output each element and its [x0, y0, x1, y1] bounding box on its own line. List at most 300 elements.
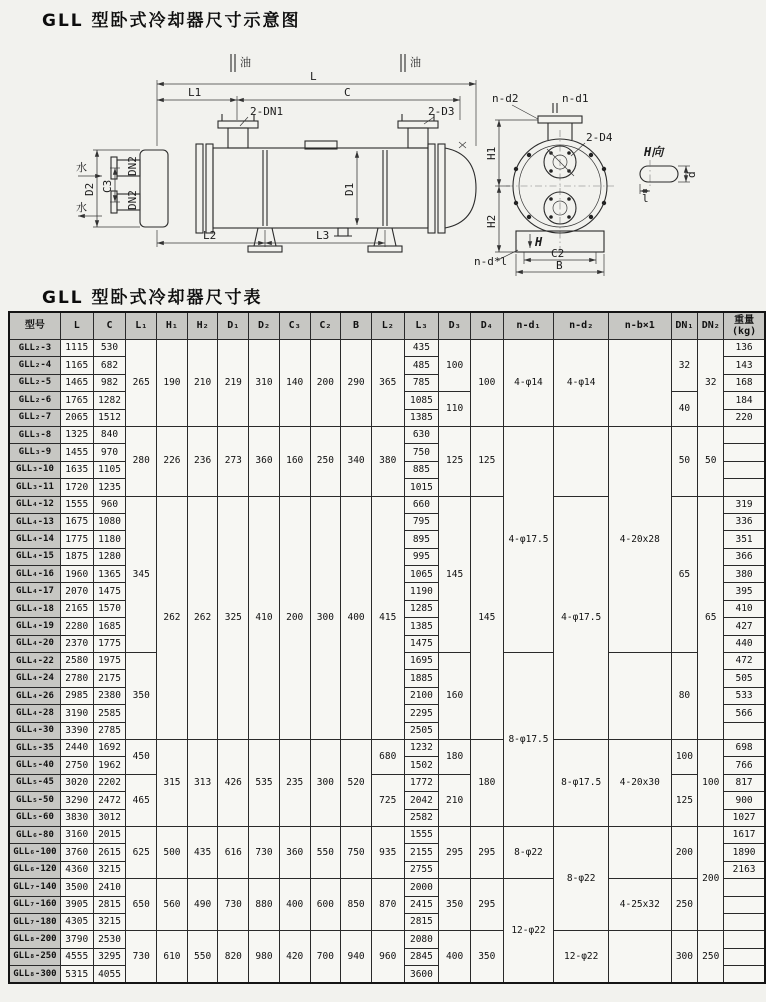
value-cell: 2100: [404, 687, 439, 704]
value-cell: 4-φ17.5: [554, 496, 609, 739]
value-cell: 2755: [404, 861, 439, 878]
callout-n-dl: n-d*l: [474, 255, 508, 268]
value-cell: 140: [279, 340, 310, 427]
value-cell: 1065: [404, 566, 439, 583]
model-cell: GLL₈-300: [9, 966, 60, 984]
value-cell: 4305: [60, 913, 93, 930]
value-cell: 1512: [93, 409, 126, 426]
column-header: H₁: [157, 312, 188, 340]
dim-D2: D2: [83, 182, 96, 196]
value-cell: 520: [341, 739, 372, 826]
value-cell: 110: [439, 392, 471, 427]
value-cell: 250: [310, 426, 341, 496]
value-cell: 325: [218, 496, 249, 739]
value-cell: 1180: [93, 531, 126, 548]
value-cell: 435: [187, 826, 218, 878]
column-header: C₂: [310, 312, 341, 340]
value-cell: 313: [187, 739, 218, 826]
value-cell: 380: [724, 566, 765, 583]
value-cell: 1015: [404, 479, 439, 496]
value-cell: 3790: [60, 931, 93, 948]
value-cell: [724, 426, 765, 443]
value-cell: 340: [341, 426, 372, 496]
dim-B: B: [556, 259, 563, 272]
value-cell: 1475: [404, 635, 439, 652]
value-cell: 820: [218, 931, 249, 984]
value-cell: 12-φ22: [554, 931, 609, 984]
model-cell: GLL₅-35: [9, 739, 60, 756]
dim-L2: L2: [203, 229, 217, 242]
model-cell: GLL₄-19: [9, 618, 60, 635]
value-cell: [609, 653, 671, 740]
value-cell: 360: [279, 826, 310, 878]
model-cell: GLL₃-9: [9, 444, 60, 461]
value-cell: 4360: [60, 861, 93, 878]
value-cell: 970: [93, 444, 126, 461]
model-cell: GLL₄-17: [9, 583, 60, 600]
value-cell: 415: [371, 496, 404, 739]
value-cell: 143: [724, 357, 765, 374]
value-cell: 465: [126, 774, 157, 826]
value-cell: 885: [404, 461, 439, 478]
value-cell: 2080: [404, 931, 439, 948]
value-cell: 795: [404, 513, 439, 530]
value-cell: 2070: [60, 583, 93, 600]
column-header: L: [60, 312, 93, 340]
value-cell: 350: [470, 931, 503, 984]
value-cell: 1720: [60, 479, 93, 496]
value-cell: 8-φ17.5: [503, 653, 554, 827]
value-cell: 262: [157, 496, 188, 739]
model-cell: GLL₃-11: [9, 479, 60, 496]
value-cell: [609, 340, 671, 427]
value-cell: 2780: [60, 670, 93, 687]
value-cell: 380: [371, 426, 404, 496]
value-cell: 3215: [93, 913, 126, 930]
value-cell: 168: [724, 374, 765, 391]
value-cell: 785: [404, 374, 439, 391]
technical-drawing: [0, 40, 766, 292]
value-cell: 1190: [404, 583, 439, 600]
model-cell: GLL₃-10: [9, 461, 60, 478]
value-cell: 2163: [724, 861, 765, 878]
value-cell: 1385: [404, 409, 439, 426]
value-cell: 4-φ14: [503, 340, 554, 427]
side-view: [76, 54, 476, 252]
value-cell: 100: [470, 340, 503, 427]
model-cell: GLL₆-100: [9, 844, 60, 861]
value-cell: 65: [671, 496, 698, 653]
value-cell: 940: [341, 931, 372, 984]
value-cell: 3600: [404, 966, 439, 984]
value-cell: 3020: [60, 774, 93, 791]
value-cell: 345: [126, 496, 157, 653]
value-cell: [724, 948, 765, 965]
value-cell: 3290: [60, 792, 93, 809]
value-cell: 895: [404, 531, 439, 548]
value-cell: 32: [671, 340, 698, 392]
value-cell: 1885: [404, 670, 439, 687]
value-cell: 960: [371, 931, 404, 984]
model-cell: GLL₄-12: [9, 496, 60, 513]
column-header: n-d₂: [554, 312, 609, 340]
value-cell: 1165: [60, 357, 93, 374]
value-cell: 1775: [93, 635, 126, 652]
value-cell: 435: [404, 340, 439, 357]
dim-l: l: [642, 192, 649, 205]
value-cell: 125: [470, 426, 503, 496]
value-cell: 1465: [60, 374, 93, 391]
value-cell: 290: [341, 340, 372, 427]
model-cell: GLL₈-250: [9, 948, 60, 965]
value-cell: 1617: [724, 826, 765, 843]
value-cell: 2410: [93, 879, 126, 896]
dim-H: H: [535, 235, 543, 249]
value-cell: 2165: [60, 600, 93, 617]
value-cell: 1975: [93, 653, 126, 670]
value-cell: 3012: [93, 809, 126, 826]
value-cell: 3215: [93, 861, 126, 878]
value-cell: 190: [157, 340, 188, 427]
value-cell: 336: [724, 513, 765, 530]
value-cell: 610: [157, 931, 188, 984]
model-cell: GLL₂-4: [9, 357, 60, 374]
model-cell: GLL₅-50: [9, 792, 60, 809]
value-cell: [724, 461, 765, 478]
value-cell: 3190: [60, 705, 93, 722]
value-cell: 960: [93, 496, 126, 513]
table-body: [9, 340, 765, 984]
value-cell: 300: [671, 931, 698, 984]
callout-2-D3: 2-D3: [428, 105, 455, 118]
value-cell: [724, 913, 765, 930]
value-cell: 4555: [60, 948, 93, 965]
value-cell: 200: [279, 496, 310, 739]
model-cell: GLL₄-14: [9, 531, 60, 548]
value-cell: 2065: [60, 409, 93, 426]
value-cell: 184: [724, 392, 765, 409]
value-cell: 351: [724, 531, 765, 548]
callout-2-DN1: 2-DN1: [250, 105, 284, 118]
dim-L: L: [310, 70, 317, 83]
value-cell: 1675: [60, 513, 93, 530]
value-cell: 2815: [404, 913, 439, 930]
value-cell: 2815: [93, 896, 126, 913]
value-cell: 4055: [93, 966, 126, 984]
value-cell: [724, 479, 765, 496]
dim-C2: C2: [551, 247, 565, 260]
value-cell: 982: [93, 374, 126, 391]
value-cell: 566: [724, 705, 765, 722]
value-cell: 3830: [60, 809, 93, 826]
value-cell: 450: [126, 739, 157, 774]
value-cell: 2000: [404, 879, 439, 896]
value-cell: 4-φ17.5: [503, 426, 554, 652]
value-cell: 560: [157, 879, 188, 931]
value-cell: 550: [310, 826, 341, 878]
value-cell: 8-φ17.5: [554, 739, 609, 826]
value-cell: 1232: [404, 739, 439, 756]
value-cell: 400: [439, 931, 471, 984]
value-cell: 698: [724, 739, 765, 756]
value-cell: [609, 826, 671, 878]
value-cell: 145: [439, 496, 471, 653]
value-cell: 1475: [93, 583, 126, 600]
value-cell: 660: [404, 496, 439, 513]
value-cell: 410: [249, 496, 280, 739]
value-cell: 682: [93, 357, 126, 374]
value-cell: 210: [439, 774, 471, 826]
value-cell: 235: [279, 739, 310, 826]
model-cell: GLL₇-180: [9, 913, 60, 930]
table-head: [9, 312, 765, 340]
diagram-title: GLL 型卧式冷却器尺寸示意图: [42, 11, 301, 31]
value-cell: 1282: [93, 392, 126, 409]
value-cell: 50: [671, 426, 698, 496]
value-cell: 1960: [60, 566, 93, 583]
value-cell: 180: [439, 739, 471, 774]
h-view-detail: [640, 145, 698, 205]
value-cell: 360: [249, 426, 280, 496]
value-cell: 880: [249, 879, 280, 931]
value-cell: 1875: [60, 548, 93, 565]
value-cell: 2280: [60, 618, 93, 635]
value-cell: 535: [249, 739, 280, 826]
water-label-bottom: 水: [76, 201, 87, 214]
value-cell: 65: [698, 496, 724, 739]
value-cell: 3160: [60, 826, 93, 843]
value-cell: 1555: [404, 826, 439, 843]
value-cell: 2750: [60, 757, 93, 774]
value-cell: [724, 879, 765, 896]
value-cell: 2472: [93, 792, 126, 809]
value-cell: 136: [724, 340, 765, 357]
model-cell: GLL₇-160: [9, 896, 60, 913]
model-cell: GLL₄-20: [9, 635, 60, 652]
dim-H1: H1: [485, 146, 498, 160]
value-cell: [724, 931, 765, 948]
value-cell: 200: [671, 826, 698, 878]
value-cell: 817: [724, 774, 765, 791]
model-cell: GLL₄-22: [9, 653, 60, 670]
value-cell: 350: [439, 879, 471, 931]
value-cell: 295: [470, 879, 503, 931]
model-cell: GLL₂-5: [9, 374, 60, 391]
value-cell: 1455: [60, 444, 93, 461]
value-cell: 2845: [404, 948, 439, 965]
value-cell: 730: [249, 826, 280, 878]
value-cell: 680: [371, 739, 404, 774]
value-cell: 300: [310, 496, 341, 739]
value-cell: 273: [218, 426, 249, 496]
value-cell: 1105: [93, 461, 126, 478]
dim-H2: H2: [485, 214, 498, 228]
model-cell: GLL₂-6: [9, 392, 60, 409]
value-cell: 2785: [93, 722, 126, 739]
value-cell: 725: [371, 774, 404, 826]
column-header: L₂: [371, 312, 404, 340]
value-cell: 2582: [404, 809, 439, 826]
value-cell: 1325: [60, 426, 93, 443]
value-cell: 1890: [724, 844, 765, 861]
value-cell: 500: [157, 826, 188, 878]
model-cell: GLL₄-28: [9, 705, 60, 722]
value-cell: [724, 722, 765, 739]
value-cell: 650: [126, 879, 157, 931]
value-cell: 80: [671, 653, 698, 740]
value-cell: 395: [724, 583, 765, 600]
value-cell: 410: [724, 600, 765, 617]
value-cell: 2370: [60, 635, 93, 652]
value-cell: 250: [698, 931, 724, 984]
value-cell: 995: [404, 548, 439, 565]
value-cell: 350: [126, 653, 157, 740]
value-cell: 530: [93, 340, 126, 357]
value-cell: 1635: [60, 461, 93, 478]
value-cell: 1692: [93, 739, 126, 756]
model-cell: GLL₄-15: [9, 548, 60, 565]
table-row: [9, 340, 765, 357]
value-cell: 319: [724, 496, 765, 513]
value-cell: 32: [698, 340, 724, 427]
value-cell: 1285: [404, 600, 439, 617]
value-cell: 2155: [404, 844, 439, 861]
value-cell: 295: [470, 826, 503, 878]
value-cell: 100: [671, 739, 698, 774]
value-cell: 485: [404, 357, 439, 374]
value-cell: 125: [671, 774, 698, 826]
model-cell: GLL₂-7: [9, 409, 60, 426]
value-cell: 210: [187, 340, 218, 427]
value-cell: 850: [341, 879, 372, 931]
value-cell: 750: [404, 444, 439, 461]
value-cell: 1555: [60, 496, 93, 513]
column-header: 型号: [9, 312, 60, 340]
value-cell: 440: [724, 635, 765, 652]
value-cell: 2175: [93, 670, 126, 687]
value-cell: 2015: [93, 826, 126, 843]
value-cell: 100: [439, 340, 471, 392]
value-cell: 3295: [93, 948, 126, 965]
value-cell: [724, 444, 765, 461]
value-cell: 4-20x28: [609, 426, 671, 652]
value-cell: 226: [157, 426, 188, 496]
value-cell: 630: [404, 426, 439, 443]
value-cell: [724, 966, 765, 984]
value-cell: 200: [698, 826, 724, 930]
column-header: L₁: [126, 312, 157, 340]
value-cell: 8-φ22: [503, 826, 554, 878]
value-cell: 1365: [93, 566, 126, 583]
value-cell: 427: [724, 618, 765, 635]
value-cell: 265: [126, 340, 157, 427]
value-cell: 280: [126, 426, 157, 496]
value-cell: 840: [93, 426, 126, 443]
value-cell: [554, 426, 609, 496]
callout-2-D4: 2-D4: [586, 131, 613, 144]
oil-outlet-marker: [401, 54, 421, 72]
column-header: DN₁: [671, 312, 698, 340]
value-cell: 295: [439, 826, 471, 878]
value-cell: 160: [439, 653, 471, 740]
value-cell: 766: [724, 757, 765, 774]
model-cell: GLL₆-120: [9, 861, 60, 878]
value-cell: 4-φ14: [554, 340, 609, 427]
value-cell: 3760: [60, 844, 93, 861]
value-cell: 180: [470, 739, 503, 826]
value-cell: 1115: [60, 340, 93, 357]
value-cell: 1235: [93, 479, 126, 496]
value-cell: 3390: [60, 722, 93, 739]
model-cell: GLL₄-16: [9, 566, 60, 583]
value-cell: 1765: [60, 392, 93, 409]
value-cell: 366: [724, 548, 765, 565]
value-cell: 4-25x32: [609, 879, 671, 931]
value-cell: 3905: [60, 896, 93, 913]
model-cell: GLL₇-140: [9, 879, 60, 896]
value-cell: 490: [187, 879, 218, 931]
dimension-table: [8, 311, 766, 984]
value-cell: 5315: [60, 966, 93, 984]
model-cell: GLL₄-24: [9, 670, 60, 687]
model-cell: GLL₄-13: [9, 513, 60, 530]
value-cell: 2585: [93, 705, 126, 722]
value-cell: 935: [371, 826, 404, 878]
value-cell: 2295: [404, 705, 439, 722]
value-cell: 310: [249, 340, 280, 427]
value-cell: [609, 931, 671, 984]
value-cell: 616: [218, 826, 249, 878]
value-cell: 1962: [93, 757, 126, 774]
value-cell: 125: [439, 426, 471, 496]
column-header: n-b×1: [609, 312, 671, 340]
value-cell: 262: [187, 496, 218, 739]
value-cell: 365: [371, 340, 404, 427]
column-header: C₃: [279, 312, 310, 340]
value-cell: 1280: [93, 548, 126, 565]
column-header: H₂: [187, 312, 218, 340]
header-row: [9, 312, 765, 340]
dim-DN2-top: DN2: [126, 156, 139, 176]
value-cell: 8-φ22: [554, 826, 609, 930]
value-cell: 472: [724, 653, 765, 670]
model-cell: GLL₄-26: [9, 687, 60, 704]
column-header: B: [341, 312, 372, 340]
table-row: [9, 739, 765, 756]
column-header: C: [93, 312, 126, 340]
column-header: D₁: [218, 312, 249, 340]
value-cell: 200: [310, 340, 341, 427]
value-cell: 12-φ22: [503, 879, 554, 984]
value-cell: [724, 896, 765, 913]
value-cell: 900: [724, 792, 765, 809]
value-cell: 1502: [404, 757, 439, 774]
value-cell: 2380: [93, 687, 126, 704]
value-cell: 600: [310, 879, 341, 931]
value-cell: 236: [187, 426, 218, 496]
value-cell: 400: [279, 879, 310, 931]
value-cell: 160: [279, 426, 310, 496]
value-cell: 1385: [404, 618, 439, 635]
model-cell: GLL₄-18: [9, 600, 60, 617]
dim-C3: C3: [101, 179, 114, 193]
value-cell: 250: [671, 879, 698, 931]
value-cell: 1775: [60, 531, 93, 548]
value-cell: 1570: [93, 600, 126, 617]
value-cell: 505: [724, 670, 765, 687]
value-cell: 2415: [404, 896, 439, 913]
value-cell: 2985: [60, 687, 93, 704]
